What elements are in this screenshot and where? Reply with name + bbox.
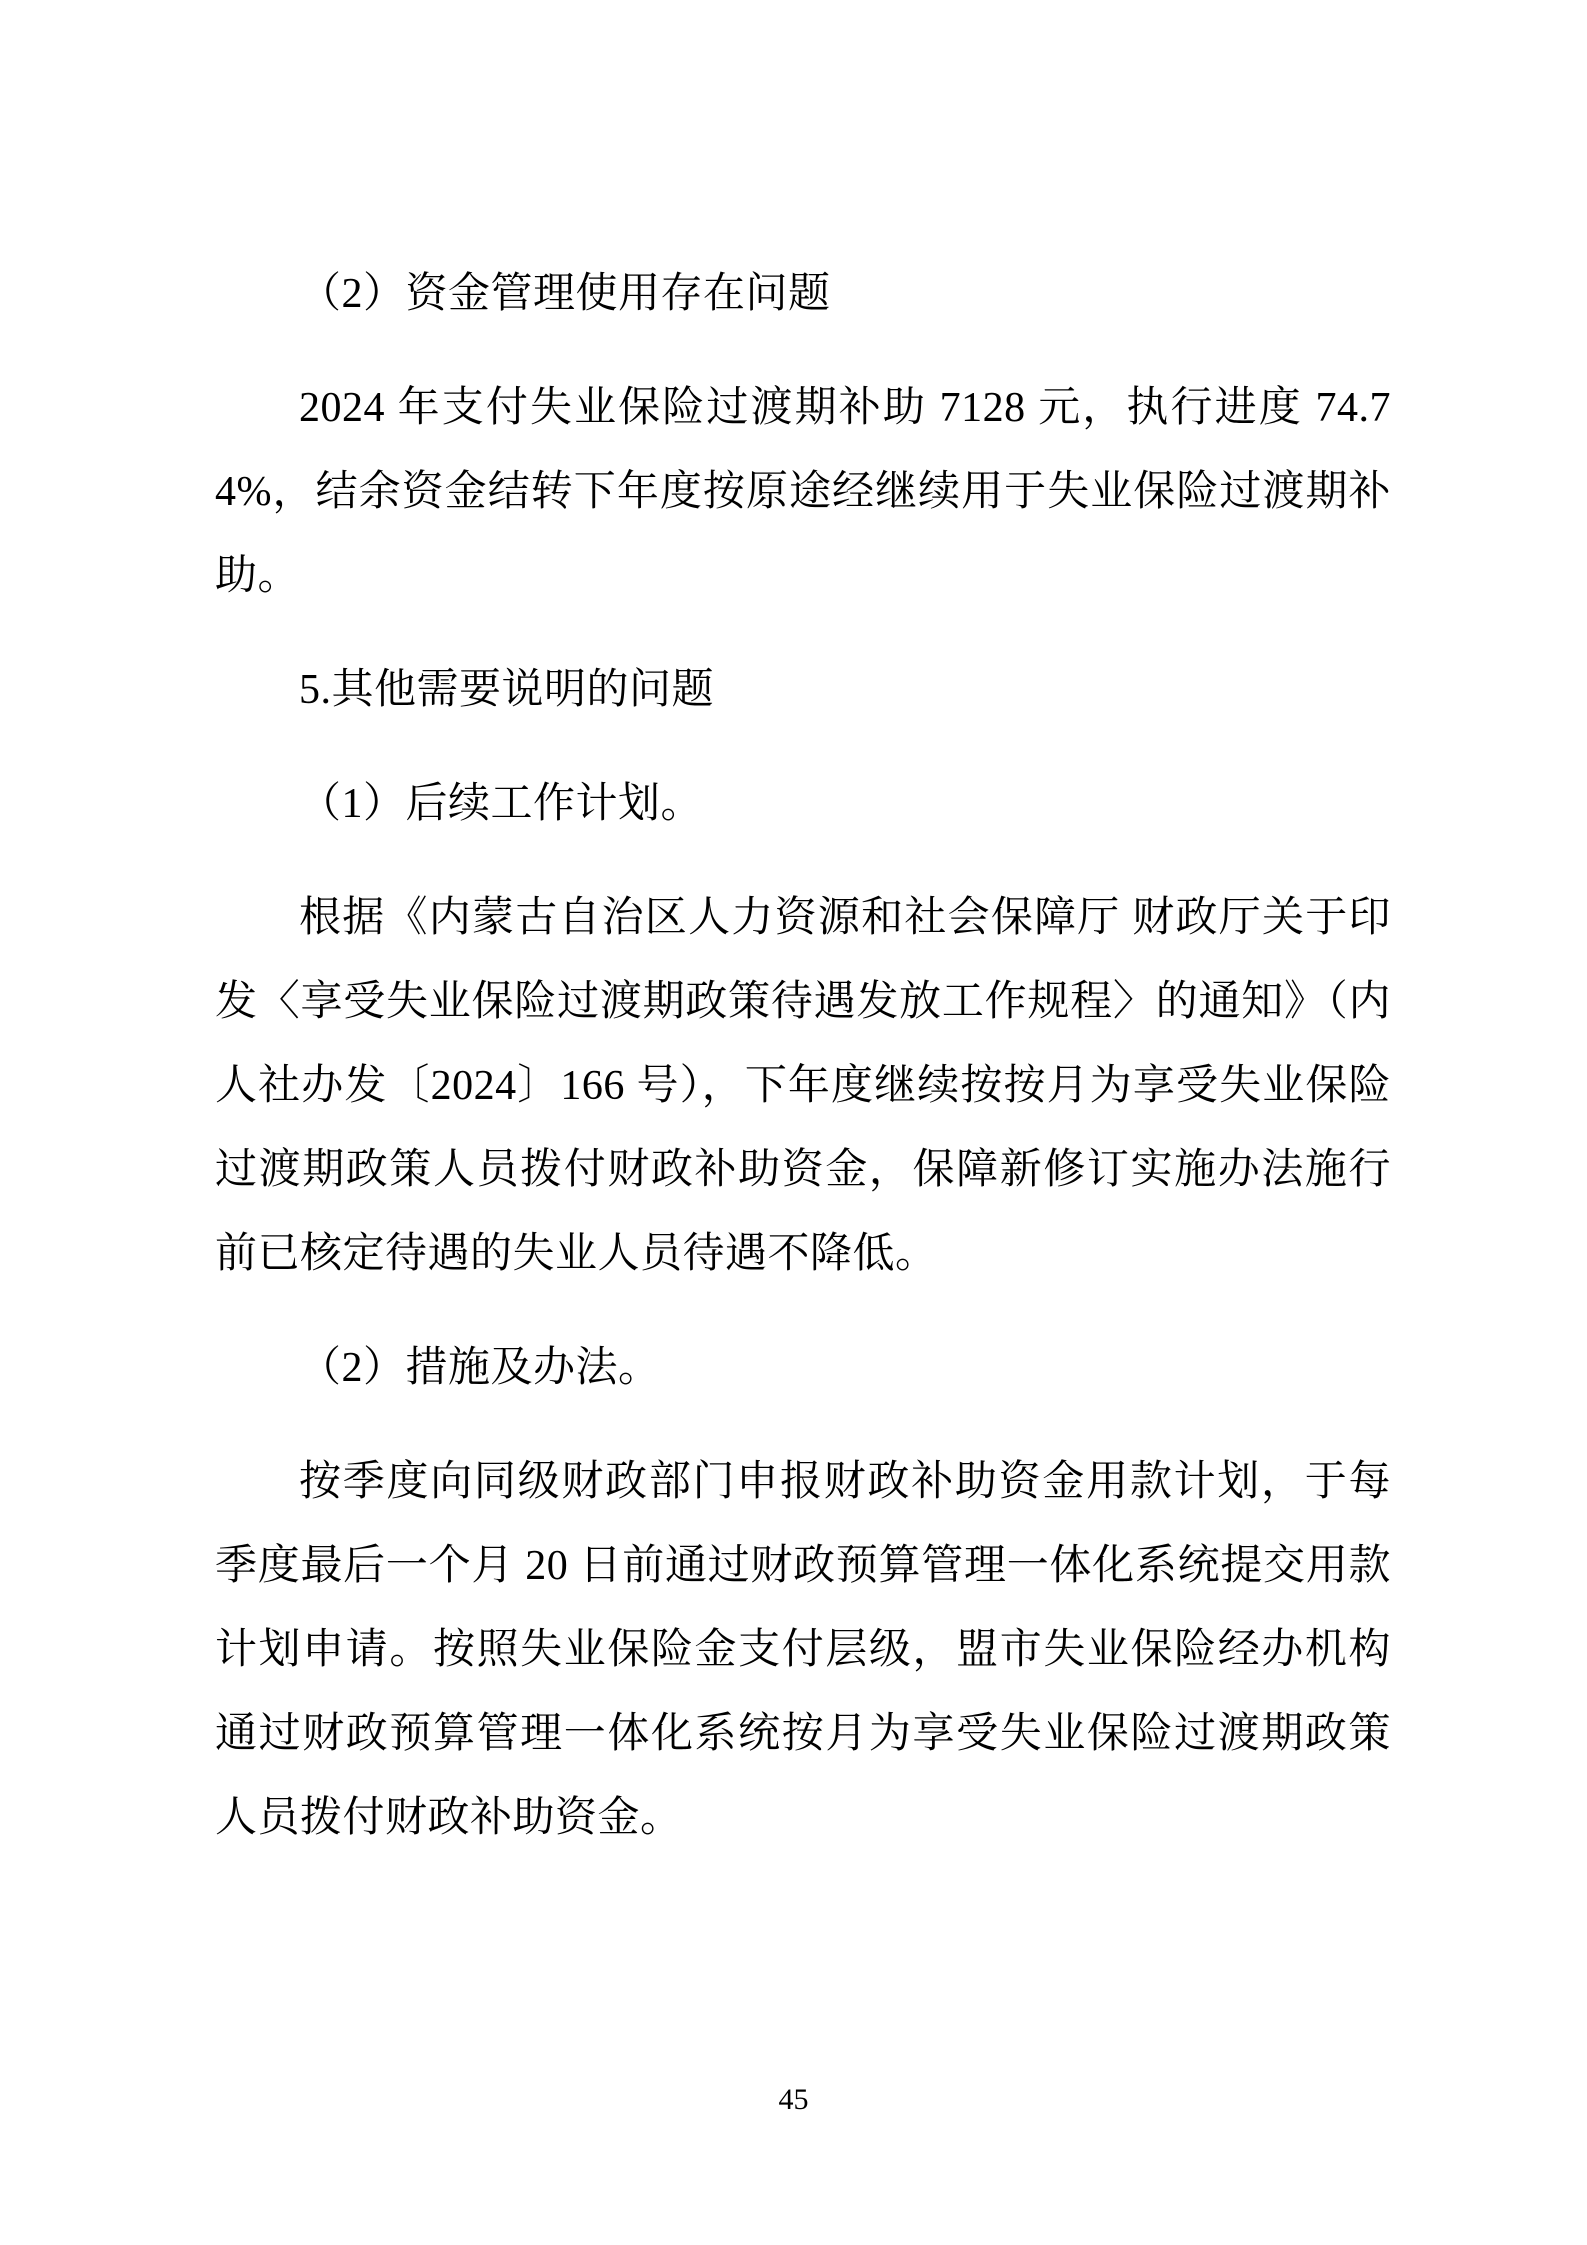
document-body [215,252,1391,1890]
heading-funds-usage-issues: （2）资金管理使用存在问题 [299,271,831,317]
heading-other-issues: 5.其他需要说明的问题 [299,667,715,713]
heading-followup-plan: （1）后续工作计划。 [299,781,704,827]
paragraph-funds-usage-detail: 2024 年支付失业保险过渡期补助 7128 元，执行进度 74.74%，结余资金结转下年度按原途经继续用于失业保险过渡期补助。 [215,385,1391,599]
paragraph-measures: 按季度向同级财政部门申报财政补助资金用款计划，于每季度最后一个月 20 日前通过财政预算管理一体化系统提交用款计划申请。按照失业保险金支付层级，盟市失业保险经办机构通过财政预算管理一体化系统按月为享受失业保险过渡期政策人员拨付财政补助资金。 [215,1459,1391,1841]
paragraph-followup-plan: 根据《内蒙古自治区人力资源和社会保障厅 财政厅关于印发〈享受失业保险过渡期政策待遇发放工作规程〉的通知》（内人社办发〔2024〕166 号），下年度继续按按月为享受失业保险过渡期政策人员拨付财政补助资金，保障新修订实施办法施行前已核定待遇的失业人员待遇不降低。 [215,895,1391,1277]
heading-measures: （2）措施及办法。 [299,1345,661,1391]
page-number: 45 [778,2083,809,2116]
